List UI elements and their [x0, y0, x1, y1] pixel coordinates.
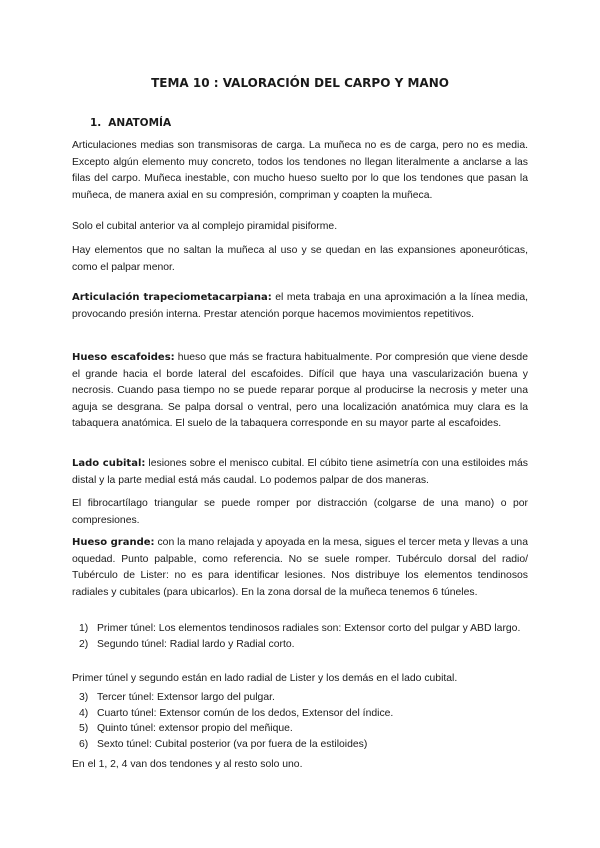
paragraph-lado-cubital: [72, 456, 528, 489]
list-item-text: Cuarto túnel: Extensor común de los dedos, Extensor del índice.: [97, 707, 394, 719]
paragraph-text: con la mano relajada y apoyada en la mesa, sigues el tercer meta y llevas a una oquedad. Punto palpable, como referencia. No se suele romper. Tubérculo dorsal del radio/ Tubérculo de Lister: no es para identificar lesiones. Nos distribuye los elementos tendinosos radiales y cubitales (para ubicarlos). En la zona dorsal de la muñeca tenemos 6 túneles.: [72, 537, 528, 598]
paragraph-text: el meta trabaja en una aproximación a la línea media, provocando presión interna. Prestar atención porque hacemos movimientos repetitivos.: [72, 292, 528, 320]
section-title: ANATOMÍA: [108, 117, 172, 129]
list-item: [72, 690, 528, 706]
paragraph-lead: Articulación trapeciometacarpiana:: [72, 292, 272, 303]
paragraph-carga: Articulaciones medias son transmisoras de carga. La muñeca no es de carga, pero no es media. Excepto algún elemento muy concreto, todos los tendones no llegan literalmente a anclarse a las filas del carpo. Muñeca inestable, con mucho hueso suelto por lo que los tendones que pasan la muñeca, de manera axial en su compresión, compriman y coapten la muñeca.: [72, 140, 528, 201]
list-item-text: Sexto túnel: Cubital posterior (va por fuera de la estiloides): [97, 738, 368, 750]
paragraph-trapeciometacarpiana: [72, 290, 528, 323]
section-heading: [90, 117, 171, 129]
paragraph-escafoides: [72, 350, 528, 433]
section-number: 1.: [90, 117, 102, 129]
list-item: [72, 637, 528, 653]
paragraph-hueso-grande: [72, 535, 528, 601]
paragraph-lead: Hueso grande:: [72, 537, 155, 548]
tunnel-list-radial: [72, 621, 528, 652]
paragraph-lister: Primer túnel y segundo están en lado radial de Lister y los demás en el lado cubital.: [72, 673, 458, 684]
paragraph-text: hueso que más se fractura habitualmente. Por compresión que viene desde el grande hacia el borde lateral del escafoides. Difícil que haya una vascularización buena y necrosis. Cuando pasa tiempo no se puede reparar porque al producirse la necrosis y meter una aguja se desgrana. Se palpa dorsal o ventral, pero una localización anatómica muy clara es la tabaquera anatómica. El suelo de la tabaquera corresponde en su mayor parte al escafoides.: [72, 352, 528, 429]
list-marker: 1): [79, 623, 89, 634]
list-item: [72, 737, 528, 753]
tunnel-list-cubital: [72, 690, 528, 752]
paragraph-lead: Lado cubital:: [72, 458, 146, 469]
list-item: [72, 621, 528, 637]
list-item: [72, 706, 528, 722]
list-marker: 2): [79, 638, 89, 650]
paragraph-lead: Hueso escafoides:: [72, 352, 175, 363]
list-marker: 4): [79, 707, 89, 719]
list-item: [72, 721, 528, 737]
list-item-text: Segundo túnel: Radial lardo y Radial corto.: [97, 638, 295, 650]
paragraph-expansiones: Hay elementos que no saltan la muñeca al uso y se quedan en las expansiones aponeuróticas, como el palpar menor.: [72, 245, 528, 273]
list-item-text: Tercer túnel: Extensor largo del pulgar.: [97, 692, 275, 703]
list-item-text: Primer túnel: Los elementos tendinosos radiales son: Extensor corto del pulgar y ABD largo.: [97, 623, 521, 634]
list-marker: 5): [79, 723, 89, 734]
list-marker: 3): [79, 692, 89, 703]
list-marker: 6): [79, 738, 89, 750]
list-item-text: Quinto túnel: extensor propio del meñique.: [97, 723, 293, 734]
paragraph-fibrocartilago: El fibrocartílago triangular se puede romper por distracción (colgarse de una mano) o por compresiones.: [72, 498, 528, 526]
paragraph-text: lesiones sobre el menisco cubital. El cúbito tiene asimetría con una estiloides más distal y la parte medial está más caudal. Lo podemos palpar de dos maneras.: [72, 458, 528, 486]
paragraph-tendones: En el 1, 2, 4 van dos tendones y al resto solo uno.: [72, 759, 303, 770]
page-title: TEMA 10 : VALORACIÓN DEL CARPO Y MANO: [151, 76, 449, 90]
paragraph-cubital-anterior: Solo el cubital anterior va al complejo piramidal pisiforme.: [72, 221, 338, 232]
